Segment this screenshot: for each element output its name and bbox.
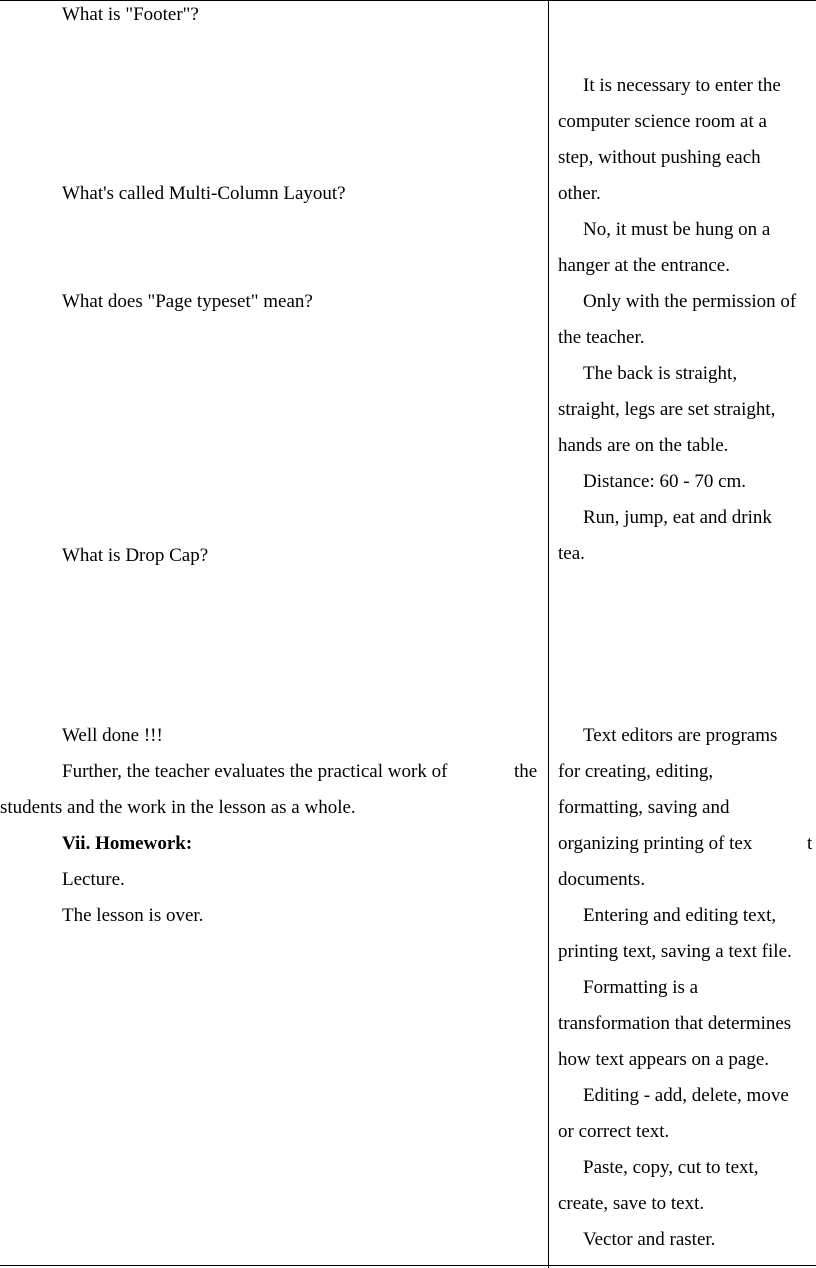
further-text-line-1-end: the [514,761,538,782]
answer-line: Paste, copy, cut to text, [583,1157,759,1178]
answer-line: how text appears on a page. [558,1049,770,1070]
answer-line-fragment: t [807,833,813,854]
answer-line: computer science room at a [558,111,767,132]
further-text-line-2: students and the work in the lesson as a whole. [0,797,356,818]
lesson-over-text: The lesson is over. [62,905,204,926]
answer-line: Distance: 60 - 70 cm. [583,471,747,492]
homework-lecture: Lecture. [62,869,125,890]
answer-line: organizing printing of tex [558,833,753,854]
further-text-line-1: Further, the teacher evaluates the practical work of [62,761,448,782]
answer-line: hanger at the entrance. [558,255,730,276]
answer-line: Formatting is a [583,977,699,998]
answer-line: printing text, saving a text file. [558,941,792,962]
answer-line: The back is straight, [583,363,738,384]
answer-line: formatting, saving and [558,797,730,818]
answer-line: Editing - add, delete, move [583,1085,789,1106]
answer-line: It is necessary to enter the [583,75,781,96]
answer-line: Entering and editing text, [583,905,777,926]
answer-line: tea. [558,543,585,564]
answer-line: hands are on the table. [558,435,729,456]
homework-heading: Vii. Homework: [62,833,193,854]
question-footer: What is "Footer"? [62,4,199,25]
answer-line: Vector and raster. [583,1229,716,1250]
answer-line: No, it must be hung on a [583,219,771,240]
answer-line: step, without pushing each [558,147,761,168]
answer-line: transformation that determines [558,1013,792,1034]
answer-line: Text editors are programs [583,725,778,746]
question-drop-cap: What is Drop Cap? [62,545,209,566]
right-column [549,0,816,1268]
answer-line: Run, jump, eat and drink [583,507,772,528]
answer-line: the teacher. [558,327,645,348]
answer-line: documents. [558,869,646,890]
answer-line: other. [558,183,601,204]
well-done-text: Well done !!! [62,725,163,746]
answer-line: for creating, editing, [558,761,714,782]
answer-line: create, save to text. [558,1193,705,1214]
answer-line: Only with the permission of [583,291,797,312]
question-multi-column-layout: What's called Multi-Column Layout? [62,183,346,204]
answer-line: straight, legs are set straight, [558,399,776,420]
answer-line: or correct text. [558,1121,670,1142]
question-page-typeset: What does "Page typeset" mean? [62,291,313,312]
